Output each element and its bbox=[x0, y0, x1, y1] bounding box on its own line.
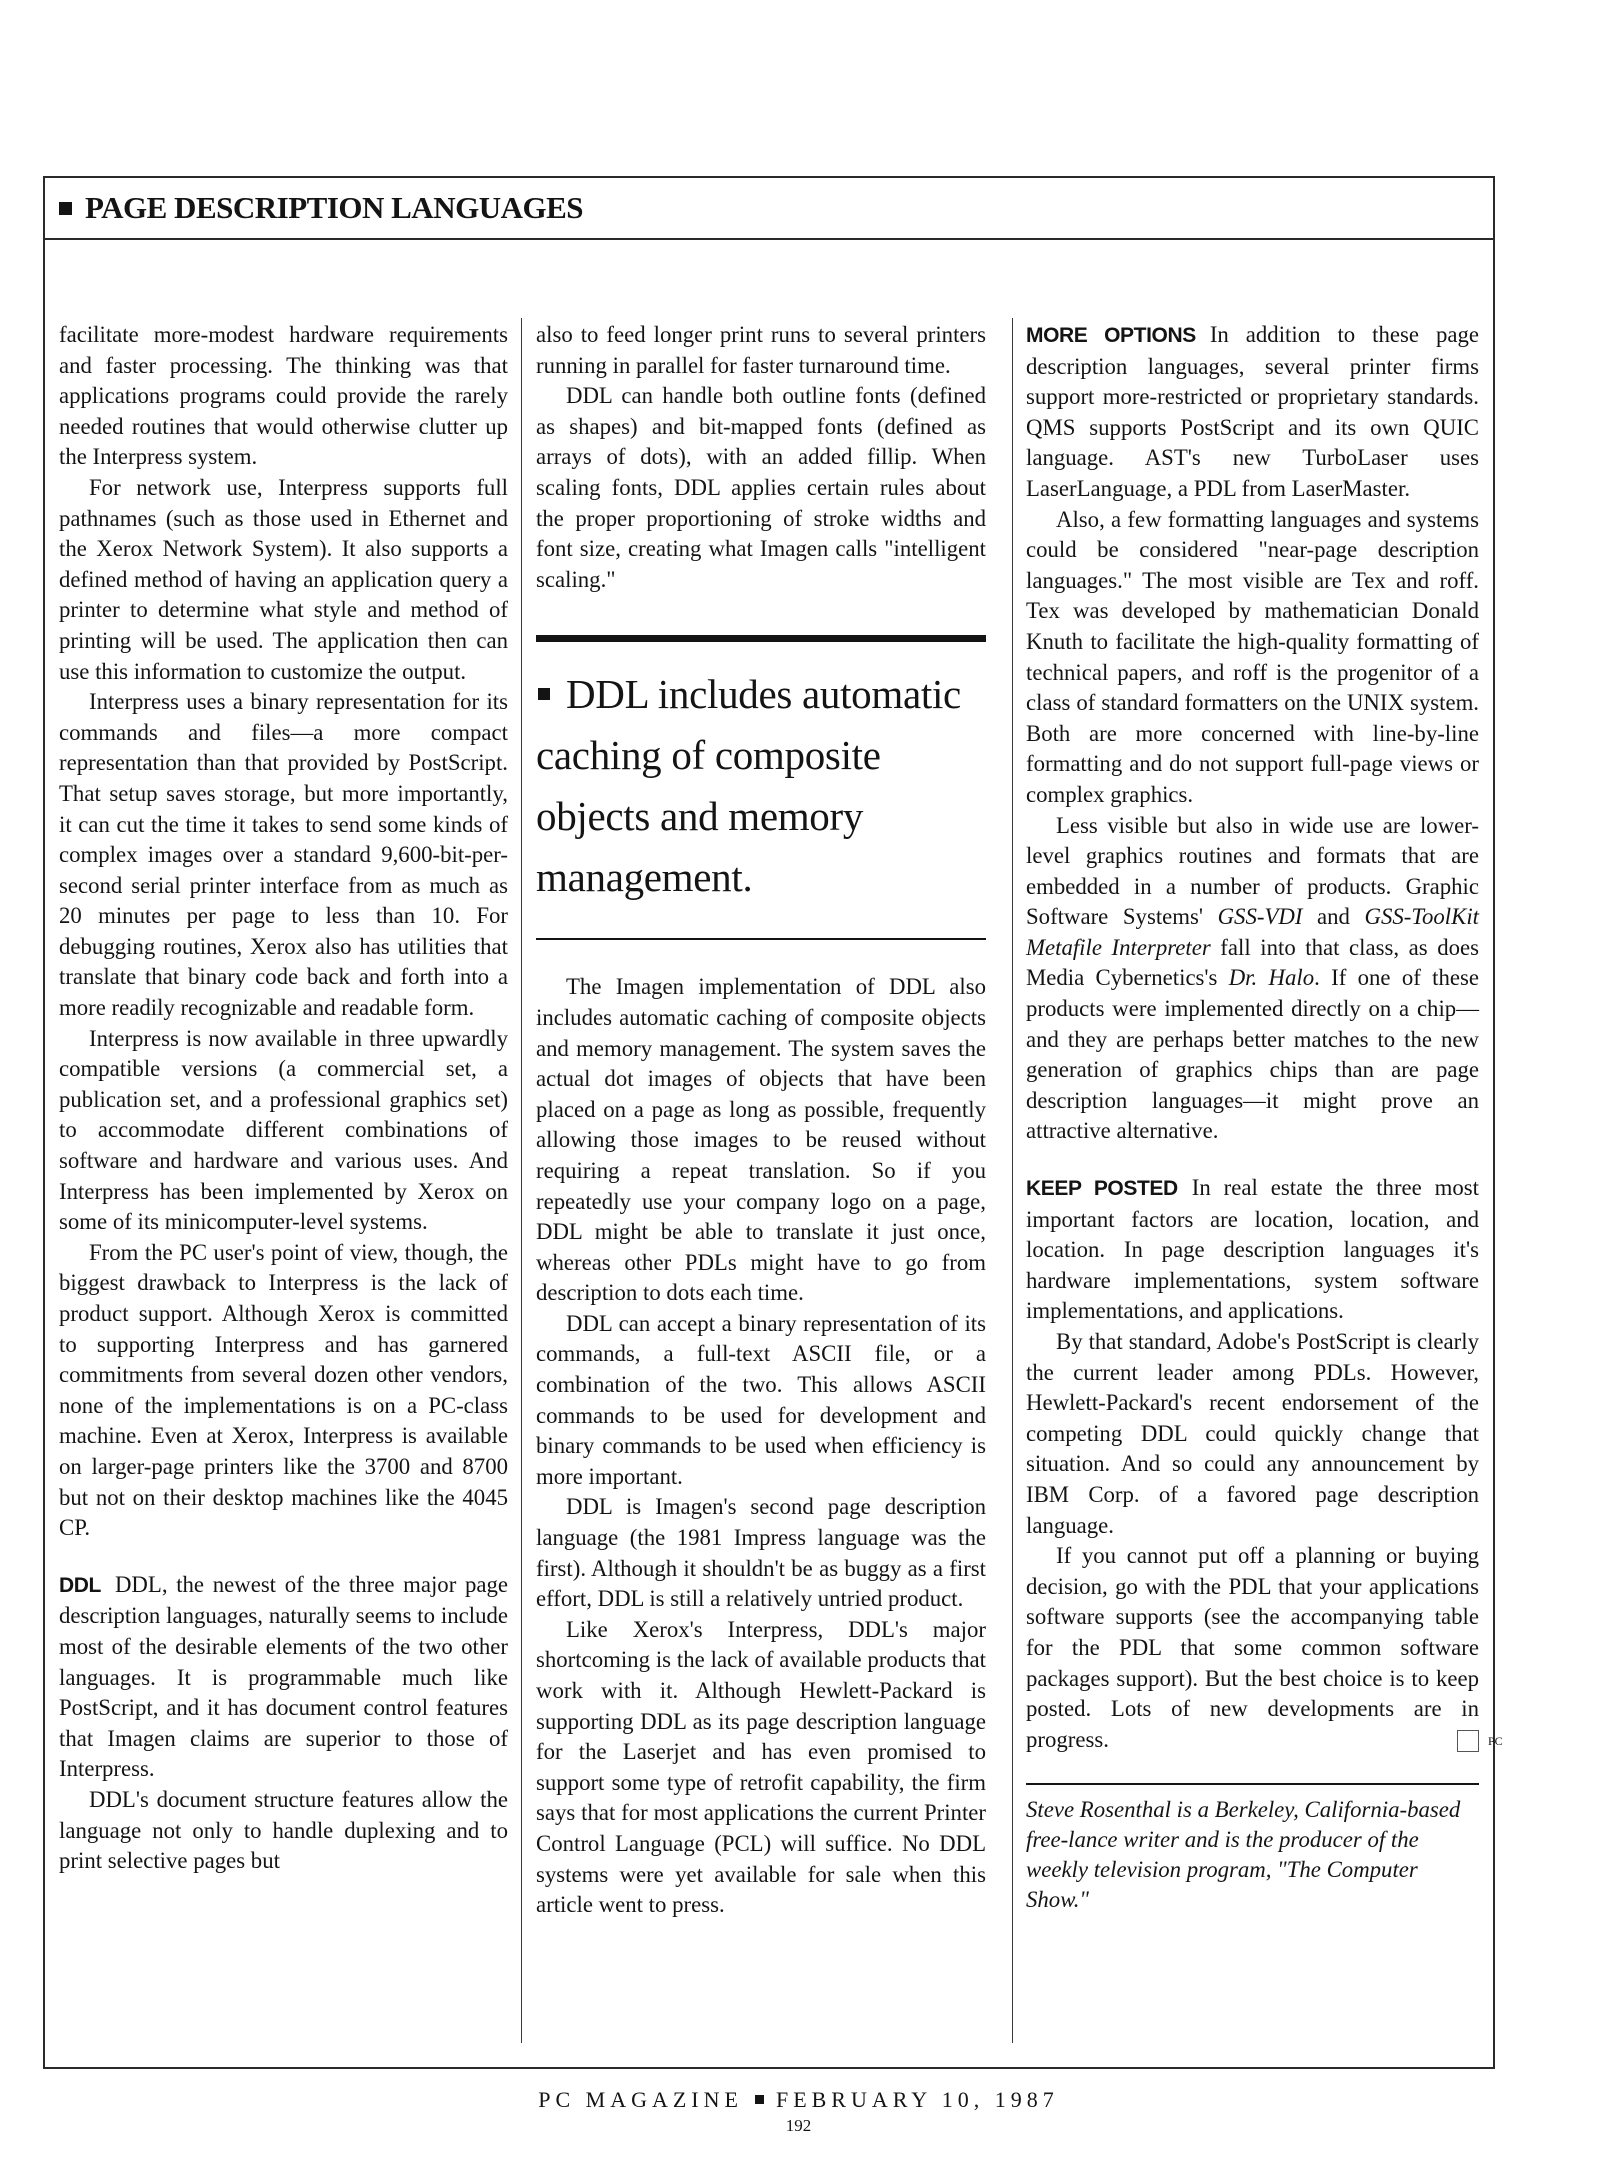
paragraph-text: If you cannot put off a planning or buying decision, go with the PDL that your applications software supports (see the accompanying table for the PDL that some common software packages support). But the best choice is to keep posted. Lots of new developments are in progress. bbox=[1026, 1543, 1479, 1752]
bullet-icon bbox=[59, 202, 72, 215]
paragraph: By that standard, Adobe's PostScript is clearly the current leader among PDLs. However, Hewlett-Packard's recent endorsement of the competing DDL could quickly change that situation. And so could any announcement by IBM Corp. of a favored page description language. bbox=[1026, 1329, 1479, 1538]
paragraph: Interpress is now available in three upwardly compatible versions (a commercial set, a publication set, and a professional graphics set) to accommodate different combinations of software and hardware and various uses. And Interpress has been implemented by Xerox on some of its minicomputer-level systems. bbox=[59, 1025, 508, 1235]
page-number: 192 bbox=[785, 2116, 812, 2135]
column-2 bbox=[536, 320, 986, 1921]
page-frame bbox=[43, 176, 1503, 2069]
magazine-name: PC MAGAZINE bbox=[538, 2087, 743, 2112]
paragraph bbox=[1026, 320, 1479, 505]
paragraph: The Imagen implementation of DDL also includes automatic caching of composite objects and memory management. The system saves the actual dot images of objects that have been placed on a page as long as possible, frequently allowing those images to be reused without requiring a repeat translation. So if you repeatedly use your company logo on a page, DDL might be able to translate it just once, whereas other PDLs might have to go from description to dots each time. bbox=[536, 974, 986, 1306]
paragraph: Also, a few formatting languages and systems could be considered "near-page description languages." The most visible are Tex and roff. Tex was developed by mathematician Donald Knuth to facilitate the high-quality formatting of technical papers, and roff is the progenitor of a class of standard formatters on the UNIX system. Both are more concerned with line-by-line formatting and do not support full-page views or complex graphics. bbox=[1026, 506, 1479, 807]
product-name: GSS-ToolKit Metafile Interpreter bbox=[1026, 904, 1479, 960]
paragraph bbox=[59, 1570, 508, 1785]
text-run: fall into that class, as does Media Cybernetics's bbox=[1026, 934, 1479, 991]
text-run: Less visible but also in wide use are lower-level graphics routines and formats that are embedded in a number of products. Graphic Software Systems' bbox=[1026, 812, 1479, 930]
paragraph: also to feed longer print runs to several printers running in parallel for faster turnaround time. bbox=[536, 322, 986, 378]
paragraph bbox=[1026, 1173, 1479, 1327]
text-run: and bbox=[1302, 904, 1365, 930]
text-run: . If one of these products were implemented directly on a chip—and they are perhaps better matches to the new generation of graphics chips than are page description languages—it might prove an attractive alternative. bbox=[1026, 965, 1479, 1144]
section-header bbox=[45, 178, 1493, 240]
paragraph: Like Xerox's Interpress, DDL's major shortcoming is the lack of available products that work with it. Although Hewlett-Packard is supporting DDL as its page description language for the Laserjet and has even promised to support some type of retrofit capability, the firm says that for most applications the current Printer Control Language (PCL) will suffice. No DDL systems were yet available for sale when this article went to press. bbox=[536, 1616, 986, 1918]
paragraph bbox=[1026, 1541, 1503, 1755]
end-mark-icon: PC bbox=[1457, 1730, 1479, 1752]
paragraph: DDL can handle both outline fonts (defined as shapes) and bit-mapped fonts (defined as arrays of dots), with an added fillip. When scaling fonts, DDL applies certain rules about the proper proportioning of stroke widths and font size, creating what Imagen calls "intelligent scaling." bbox=[536, 383, 986, 592]
column-rule bbox=[1012, 318, 1013, 2043]
subhead-ddl: DDL bbox=[59, 1573, 101, 1597]
paragraph: For network use, Interpress supports full pathnames (such as those used in Ethernet and the Xerox Network System). It also supports a defined method of having an application query a printer to determine what style and method of printing will be used. The application then can use this information to customize the output. bbox=[59, 474, 508, 684]
section-title: PAGE DESCRIPTION LANGUAGES bbox=[85, 190, 584, 225]
column-rule bbox=[521, 318, 522, 2043]
paragraph: DDL can accept a binary representation of its commands, a full-text ASCII file, or a combination of the two. This allows ASCII commands to be used for development and binary commands to be used when efficiency is more important. bbox=[536, 1310, 986, 1489]
paragraph: DDL is Imagen's second page description language (the 1981 Impress language was the first). Although it shouldn't be as buggy as a first effort, DDL is still a relatively untried product. bbox=[536, 1494, 986, 1612]
paragraph: From the PC user's point of view, though, the biggest drawback to Interpress is the lack of product support. Although Xerox is committed to supporting Interpress and has garnered commitments from several dozen other vendors, none of the implementations is on a PC-class machine. Even at Xerox, Interpress is available on larger-page printers like the 3700 and 8700 but not on their desktop machines like the 4045 CP. bbox=[59, 1239, 508, 1541]
author-bio: Steve Rosenthal is a Berkeley, California-based free-lance writer and is the producer of the weekly television program, "The Computer Show." bbox=[1026, 1783, 1479, 1915]
product-name: Dr. Halo bbox=[1228, 965, 1315, 991]
column-3 bbox=[1026, 320, 1503, 1915]
pull-quote-text: DDL includes automatic caching of composite objects and memory management. bbox=[536, 671, 961, 901]
paragraph: facilitate more-modest hardware requirements and faster processing. The thinking was that applications programs could provide the rarely needed routines that would otherwise clutter up the Interpress system. bbox=[59, 322, 508, 470]
paragraph-text: In real estate the three most important factors are location, location, and location. In page description languages it's hardware implementations, system software implementations, and applications. bbox=[1026, 1175, 1479, 1324]
paragraph-text: In addition to these page description languages, several printer firms support more-restricted or proprietary standards. QMS supports PostScript and its own QUIC language. AST's new TurboLaser uses LaserLanguage, a PDL from LaserMaster. bbox=[1026, 322, 1480, 501]
bullet-icon bbox=[538, 688, 550, 700]
subhead-keep-posted: KEEP POSTED bbox=[1026, 1177, 1178, 1201]
column-1 bbox=[59, 320, 508, 1877]
paragraph: Interpress uses a binary representation for its commands and files—a more compact representation than that provided by PostScript. That setup saves storage, but more importantly, it can cut the time it takes to send some kinds of complex images over a standard 9,600-bit-per-second serial printer interface from as much as 20 minutes per page to less than 10. For debugging routines, Xerox also has utilities that translate that binary code back and forth into a more readily recognizable and readable form. bbox=[59, 689, 508, 1021]
issue-date: FEBRUARY 10, 1987 bbox=[775, 2087, 1059, 2112]
paragraph: DDL's document structure features allow the language not only to handle duplexing and to print selective pages but bbox=[59, 1786, 508, 1874]
bullet-icon bbox=[755, 2095, 764, 2104]
product-name: GSS-VDI bbox=[1217, 904, 1303, 930]
pull-quote bbox=[536, 635, 986, 940]
subhead-more-options: MORE OPTIONS bbox=[1026, 324, 1196, 347]
footer bbox=[0, 2087, 1597, 2113]
paragraph bbox=[1026, 811, 1479, 1148]
paragraph-text: DDL, the newest of the three major page description languages, naturally seems to include most of the desirable elements of the two other languages. It is programmable much like PostScript, and it has document control features that Imagen claims are superior to those of Interpress. bbox=[59, 1571, 508, 1782]
